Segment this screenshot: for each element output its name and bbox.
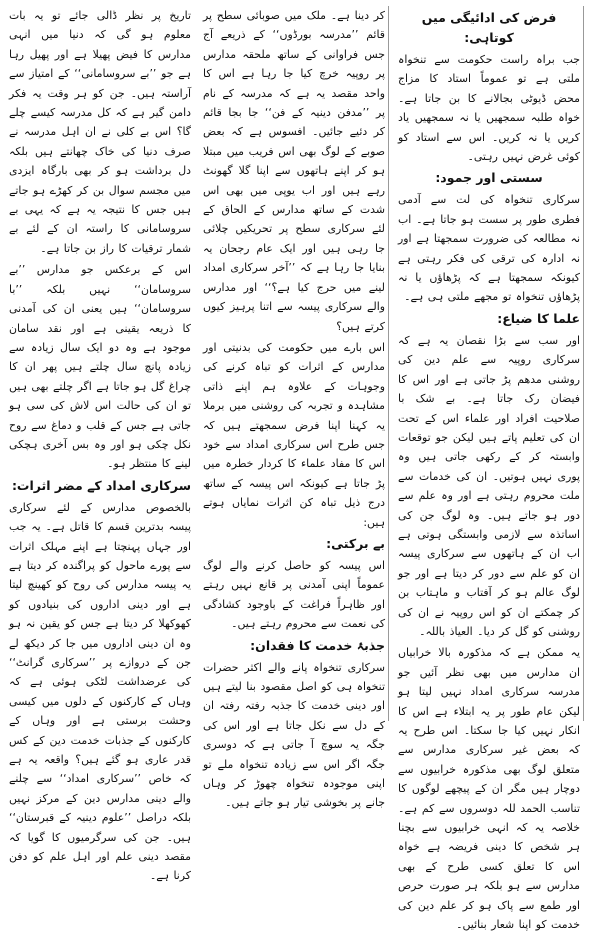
paragraph: سرکاری تنخواہ کی لت سے آدمی فطری طور پر سست ہو جاتا ہے۔ اب نہ مطالعہ کی ضرورت سمجھتا ہے اور نہ ادارہ کی ترقی کی فکر رہتی ہے کیونکہ سمجھتا ہے کہ پڑھاؤں یا نہ پڑھاؤں تنخواہ تو مجھے ملتی ہی ہے۔	[398, 193, 580, 304]
paragraph: اور سب سے بڑا نقصان یہ ہے کہ سرکاری روپیہ سے علم دین کی روشنی مدھم پڑ جاتی ہے اور اس کا فیضان رک جاتا ہے۔ بے شک با صلاحیت افراد اور علماء اس کے تحت ان کی تعلیم پاتے ہیں لیکن جو توقعات وابستہ کر کے رکھی جاتی ہیں وہ پوری نہیں ہوتیں۔ ان کی خدمات سے ملت محروم رہتی ہے اور وہ علم سے دور ہو جاتے ہیں۔ وہ لوگ جن کی اساتذہ سے لازمی وابستگی ہوتی ہے اب ان کے ہاتھوں سے سرکاری پیسہ ان کو علم سے دور کر دیتا ہے اور جو لوگ عالم ہو کر آفتاب و ماہتاب بن کر چمکتے ان کو اس روپیہ نے ان کی روشنی کو گل کر دیا۔ العیاذ باللہ۔	[398, 333, 580, 638]
section-heading: سستی اور جمود:	[435, 170, 543, 186]
paragraph: اس کے برعکس جو مدارس ’’بے سروسامان‘‘ نہیں بلکہ ’’با سروسامان‘‘ ہیں یعنی ان کی آمدنی کا ذریعہ یقینی ہے اور نقد سامان موجود ہے وہ دو ایک سال زیادہ سے زیادہ پانچ سال چلتے ہیں پھر ان کا چراغ گل ہو جاتا ہے اگر چلتے بھی ہیں تو ان کی حالت اس لاش کی سی ہو جاتی ہے جس کے قلب و دماغ سے روح نکل چکی ہو اور وہ بس آخری ہچکی لینے کا منتظر ہو۔	[9, 263, 191, 471]
text-column-2	[200, 6, 389, 810]
paragraph: جب براہ راست حکومت سے تنخواہ ملتی ہے تو عموماً استاد کا مزاج محض ڈیوٹی بجالانے کا بن جاتا ہے۔ خواہ طلبہ سمجھیں یا نہ سمجھیں یاد کریں یا نہ کریں۔ اس سے استاد کو کوئی غرض نہیں رہتی۔	[398, 53, 580, 164]
section-heading: جذبۂ خدمت کا فقدان:	[250, 637, 385, 653]
section-heading: سرکاری امداد کے مضر اثرات:	[11, 477, 191, 493]
section-heading: فرض کی ادائیگی میں کوتاہی:	[421, 10, 557, 45]
section-heading: علما کا ضیاع:	[497, 310, 580, 326]
paragraph: اس بارے میں حکومت کی بدنیتی اور مدارس کے اثرات کو تباہ کرنے کی وجوہات کے علاوہ ہم اپنے ذاتی مشاہدہ و تجربہ کی روشنی میں برملا یہ کہنا اپنا فرض سمجھتے ہیں کہ جس طرح اس سرکاری امداد سے خود اس کا مفاد علماء کا کردار خطرہ میں پڑ جاتا ہے کیونکہ اس پیسہ کے ساتھ درج ذیل تباہ کن اثرات نمایاں ہوتے ہیں:	[203, 340, 385, 529]
paragraph: کر دینا ہے۔ ملک میں صوبائی سطح پر قائم ’’مدرسہ بورڈوں‘‘ کے ذریعے آج جس فراوانی کے ساتھ ملحقہ مدارس پر روپیہ خرچ کیا جا رہا ہے اس کا واحد مقصد یہ ہے کہ مدرسہ کے نام پر ’’مدفن دینیہ کے فن‘‘ جا بجا قائم کر دئیے جائیں۔ افسوس ہے کہ بعض صوبے کے لوگ بھی اس فریب میں مبتلا ہو کر اپنے ہاتھوں سے اپنا گلا گھونٹ رہے ہیں اور اب یوپی میں بھی اس شدت کے ساتھ مدارس کے الحاق کے لئے سرکاری سطح پر تحریکیں چلائی جا رہی ہیں اور ایک عام رجحان یہ بنایا جا رہا ہے کہ ’’آخر سرکاری امداد لینے میں حرج کیا ہے؟‘‘ اور مدارس والے سرکاری پیسہ سے اتنا پرہیز کیوں کرتے ہیں؟	[203, 9, 385, 333]
text-column-1	[6, 6, 194, 883]
paragraph: اس پیسہ کو حاصل کرنے والے لوگ عموماً اپنی آمدنی پر قانع نہیں رہتے اور ظاہراً فراغت کے باوجود کشادگی کی نعمت سے محروم رہتے ہیں۔	[203, 558, 385, 631]
paragraph: سرکاری تنخواہ پانے والے اکثر حضرات تنخواہ ہی کو اصل مقصود بنا لیتے ہیں اور دینی خدمت کا جذبہ رفتہ رفتہ ان کے دل سے نکل جاتا ہے اور اس کی جگہ یہ سوچ آ جاتی ہے کہ دوسری جگہ اگر اس سے زیادہ تنخواہ ملے تو اپنی موجودہ تنخواہ چھوڑ کر وہاں جانے پر بخوشی تیار ہو جاتے ہیں۔	[203, 660, 385, 810]
paragraph: تاریخ پر نظر ڈالی جائے تو یہ بات معلوم ہو گی کہ دنیا میں انہی مدارس کا فیض پھیلا ہے اور پھیل رہا ہے جو ’’بے سروسامانی‘‘ کے امتیاز سے آراستہ ہیں۔ جن کو ہر وقت یہ فکر دامن گیر ہے کہ کل مدرسہ کیسے چلے گا؟ اس بے کلی نے ان اہل مدرسہ نے صرف دنیا کی خاک چھانتے ہیں بلکہ دل برداشت ہو کر بھی بارگاہ ایزدی میں مجسم سوال بن کر کھڑے ہو جاتے ہیں جس کا نتیجہ یہ ہے کہ یہی بے سروسامانی کا راستہ ان کے لئے بے شمار ترقیات کا راز بن جاتا ہے۔	[9, 9, 191, 255]
paragraph: بالخصوص مدارس کے لئے سرکاری پیسہ بدترین قسم کا قاتل ہے۔ یہ جب اور جہاں پہنچتا ہے اپنے مہلک اثرات سے پورے ماحول کو پراگندہ کر دیتا ہے یہ پیسہ مدارس کی روح کو کھینچ لیتا ہے اور دینی اداروں کی بنیادوں کو کھوکھلا کر دیتا ہے جس کو یقین نہ ہو وہ ان دینی اداروں میں جا کر دیکھ لے جن کے دروازے پر ’’سرکاری گرانٹ‘‘ کی عرضداشت لٹکی ہوئی ہے کہ وہاں کے کارکنوں کے دلوں میں کیسی وحشت برستی ہے اور وہاں کے کارکنوں کے جذبات خدمت دین کے کس قدر عاری ہو گئے ہیں؟ واقعہ یہ ہے کہ خاص ’’سرکاری امداد‘‘ سے چلنے والے دینی مدارس دین کے مرکز نہیں بلکہ دراصل ’’علوم دینیہ کے قبرستان‘‘ ہیں۔ جن کی سرگرمیوں کا گویا کہ مقصد دینی علم اور اہل علم کو دفن کرنا ہے۔	[9, 500, 191, 883]
paragraph: یہ ممکن ہے کہ مذکورہ بالا خرابیاں ان مدارس میں بھی نظر آئیں جو مدرسہ سرکاری امداد نہیں لیتا ہو لیکن عام طور پر یہ ابتلاء ہے اس کا انکار نہیں کیا جا سکتا۔ اس طرح یہ کہ بعض غیر سرکاری مدارس سے متعلق لوگ بھی مذکورہ خرابیوں سے دوچار ہیں مگر ان کے پیچھے لوگوں کا تناسب الحمد للہ دوسروں سے کم ہے۔ خلاصہ یہ کہ انہی خرابیوں سے بچنا ہر شخص کا دینی فریضہ ہے خواہ اس کا تعلق کسی طرح کے بھی مدارس سے ہو بلکہ ہر صورت حرص اور طمع سے پاک ہو کر علم دین کی خدمت کو اپنا شعار بنائیں۔	[398, 646, 580, 932]
section-heading: بے برکتی:	[326, 535, 385, 551]
text-column-3	[395, 6, 584, 932]
